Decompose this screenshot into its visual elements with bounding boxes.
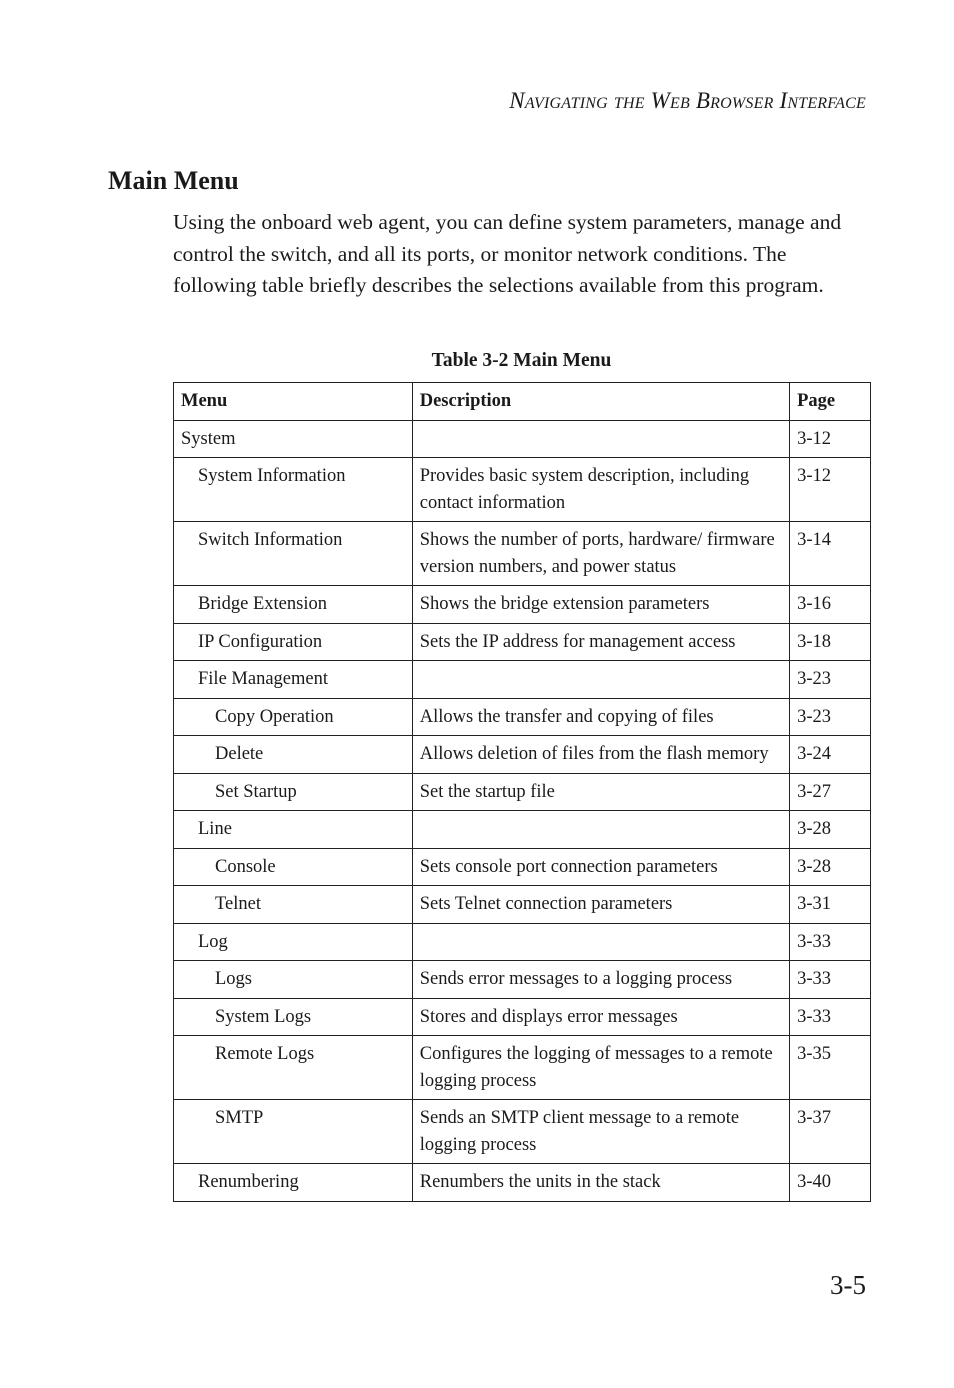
menu-cell bbox=[174, 698, 413, 736]
table-row bbox=[174, 773, 871, 811]
page-cell: 3-40 bbox=[790, 1164, 871, 1202]
menu-cell bbox=[174, 961, 413, 999]
page-cell: 3-18 bbox=[790, 623, 871, 661]
menu-item-label: File Management bbox=[198, 669, 328, 689]
column-header-page: Page bbox=[790, 383, 871, 421]
page-cell: 3-28 bbox=[790, 848, 871, 886]
page-cell: 3-24 bbox=[790, 736, 871, 774]
table-row bbox=[174, 736, 871, 774]
menu-cell bbox=[174, 848, 413, 886]
menu-cell bbox=[174, 998, 413, 1036]
table-row bbox=[174, 886, 871, 924]
table-row bbox=[174, 420, 871, 458]
page-cell: 3-33 bbox=[790, 998, 871, 1036]
description-cell: Sets the IP address for management access bbox=[412, 623, 789, 661]
menu-item-label: IP Configuration bbox=[198, 631, 323, 652]
menu-item-label: Delete bbox=[215, 744, 264, 764]
page-cell: 3-23 bbox=[790, 698, 871, 736]
menu-item-label: SMTP bbox=[215, 1108, 264, 1128]
table-row bbox=[174, 1164, 871, 1202]
description-cell: Sends an SMTP client message to a remote logging process bbox=[412, 1100, 789, 1164]
description-cell: Allows the transfer and copying of files bbox=[412, 698, 789, 736]
page-cell: 3-12 bbox=[790, 420, 871, 458]
menu-item-label: Remote Logs bbox=[215, 1044, 315, 1064]
menu-item-label: Switch Information bbox=[198, 530, 343, 550]
table-row bbox=[174, 848, 871, 886]
page-cell: 3-23 bbox=[790, 661, 871, 699]
page-cell: 3-33 bbox=[790, 923, 871, 961]
page-cell: 3-35 bbox=[790, 1036, 871, 1100]
description-cell: Configures the logging of messages to a remote logging process bbox=[412, 1036, 789, 1100]
description-cell: Set the startup file bbox=[412, 773, 789, 811]
menu-item-label: Line bbox=[198, 819, 232, 839]
table-row bbox=[174, 458, 871, 522]
table-row bbox=[174, 661, 871, 699]
description-cell: Stores and displays error messages bbox=[412, 998, 789, 1036]
intro-paragraph: Using the onboard web agent, you can define system parameters, manage and control the switch, and all its ports, or monitor network conditions. The following table briefly describes the selections available from this program. bbox=[173, 210, 842, 297]
menu-item-label: Log bbox=[198, 931, 228, 952]
running-header: Navigating the Web Browser Interface bbox=[509, 88, 866, 113]
menu-item-label: Set Startup bbox=[215, 781, 297, 802]
menu-cell bbox=[174, 736, 413, 774]
page-cell: 3-27 bbox=[790, 773, 871, 811]
column-header-menu: Menu bbox=[174, 383, 413, 421]
menu-item-label: Renumbering bbox=[198, 1172, 299, 1192]
menu-cell bbox=[174, 1164, 413, 1202]
page-cell: 3-12 bbox=[790, 458, 871, 522]
menu-item-label: System bbox=[181, 428, 236, 449]
column-header-description: Description bbox=[412, 383, 789, 421]
table-row bbox=[174, 522, 871, 586]
description-cell: Sends error messages to a logging process bbox=[412, 961, 789, 999]
menu-item-label: Logs bbox=[215, 969, 252, 989]
page-cell: 3-14 bbox=[790, 522, 871, 586]
page-cell: 3-16 bbox=[790, 586, 871, 624]
table-row bbox=[174, 1036, 871, 1100]
page-cell: 3-31 bbox=[790, 886, 871, 924]
menu-cell bbox=[174, 773, 413, 811]
description-cell bbox=[412, 923, 789, 961]
menu-cell bbox=[174, 586, 413, 624]
menu-cell bbox=[174, 923, 413, 961]
main-menu-table bbox=[173, 382, 871, 1202]
table-body bbox=[174, 420, 871, 1201]
menu-cell bbox=[174, 811, 413, 849]
table-row bbox=[174, 923, 871, 961]
menu-cell bbox=[174, 420, 413, 458]
menu-cell bbox=[174, 458, 413, 522]
table-row bbox=[174, 623, 871, 661]
table-row bbox=[174, 698, 871, 736]
table-caption: Table 3-2 Main Menu bbox=[431, 350, 612, 371]
menu-item-label: Bridge Extension bbox=[198, 594, 327, 614]
table-row bbox=[174, 1100, 871, 1164]
menu-cell bbox=[174, 1036, 413, 1100]
table-row bbox=[174, 961, 871, 999]
menu-item-label: System Logs bbox=[215, 1006, 312, 1027]
menu-cell bbox=[174, 522, 413, 586]
description-cell bbox=[412, 661, 789, 699]
menu-item-label: Console bbox=[215, 856, 276, 877]
page-cell: 3-33 bbox=[790, 961, 871, 999]
description-cell: Allows deletion of files from the flash memory bbox=[412, 736, 789, 774]
page-cell: 3-37 bbox=[790, 1100, 871, 1164]
page-cell: 3-28 bbox=[790, 811, 871, 849]
page-number: 3-5 bbox=[830, 1270, 866, 1300]
table-row bbox=[174, 998, 871, 1036]
table-row bbox=[174, 811, 871, 849]
section-title: Main Menu bbox=[108, 166, 239, 195]
menu-item-label: System Information bbox=[198, 466, 346, 486]
description-cell bbox=[412, 811, 789, 849]
description-cell: Sets Telnet connection parameters bbox=[412, 886, 789, 924]
table-header-row bbox=[174, 383, 871, 421]
description-cell: Sets console port connection parameters bbox=[412, 848, 789, 886]
menu-cell bbox=[174, 623, 413, 661]
menu-cell bbox=[174, 661, 413, 699]
description-cell: Renumbers the units in the stack bbox=[412, 1164, 789, 1202]
menu-cell bbox=[174, 1100, 413, 1164]
menu-item-label: Telnet bbox=[215, 894, 261, 914]
description-cell: Provides basic system description, including contact information bbox=[412, 458, 789, 522]
menu-cell bbox=[174, 886, 413, 924]
menu-item-label: Copy Operation bbox=[215, 706, 334, 727]
description-cell bbox=[412, 420, 789, 458]
description-cell: Shows the number of ports, hardware/ firmware version numbers, and power status bbox=[412, 522, 789, 586]
table-row bbox=[174, 586, 871, 624]
description-cell: Shows the bridge extension parameters bbox=[412, 586, 789, 624]
